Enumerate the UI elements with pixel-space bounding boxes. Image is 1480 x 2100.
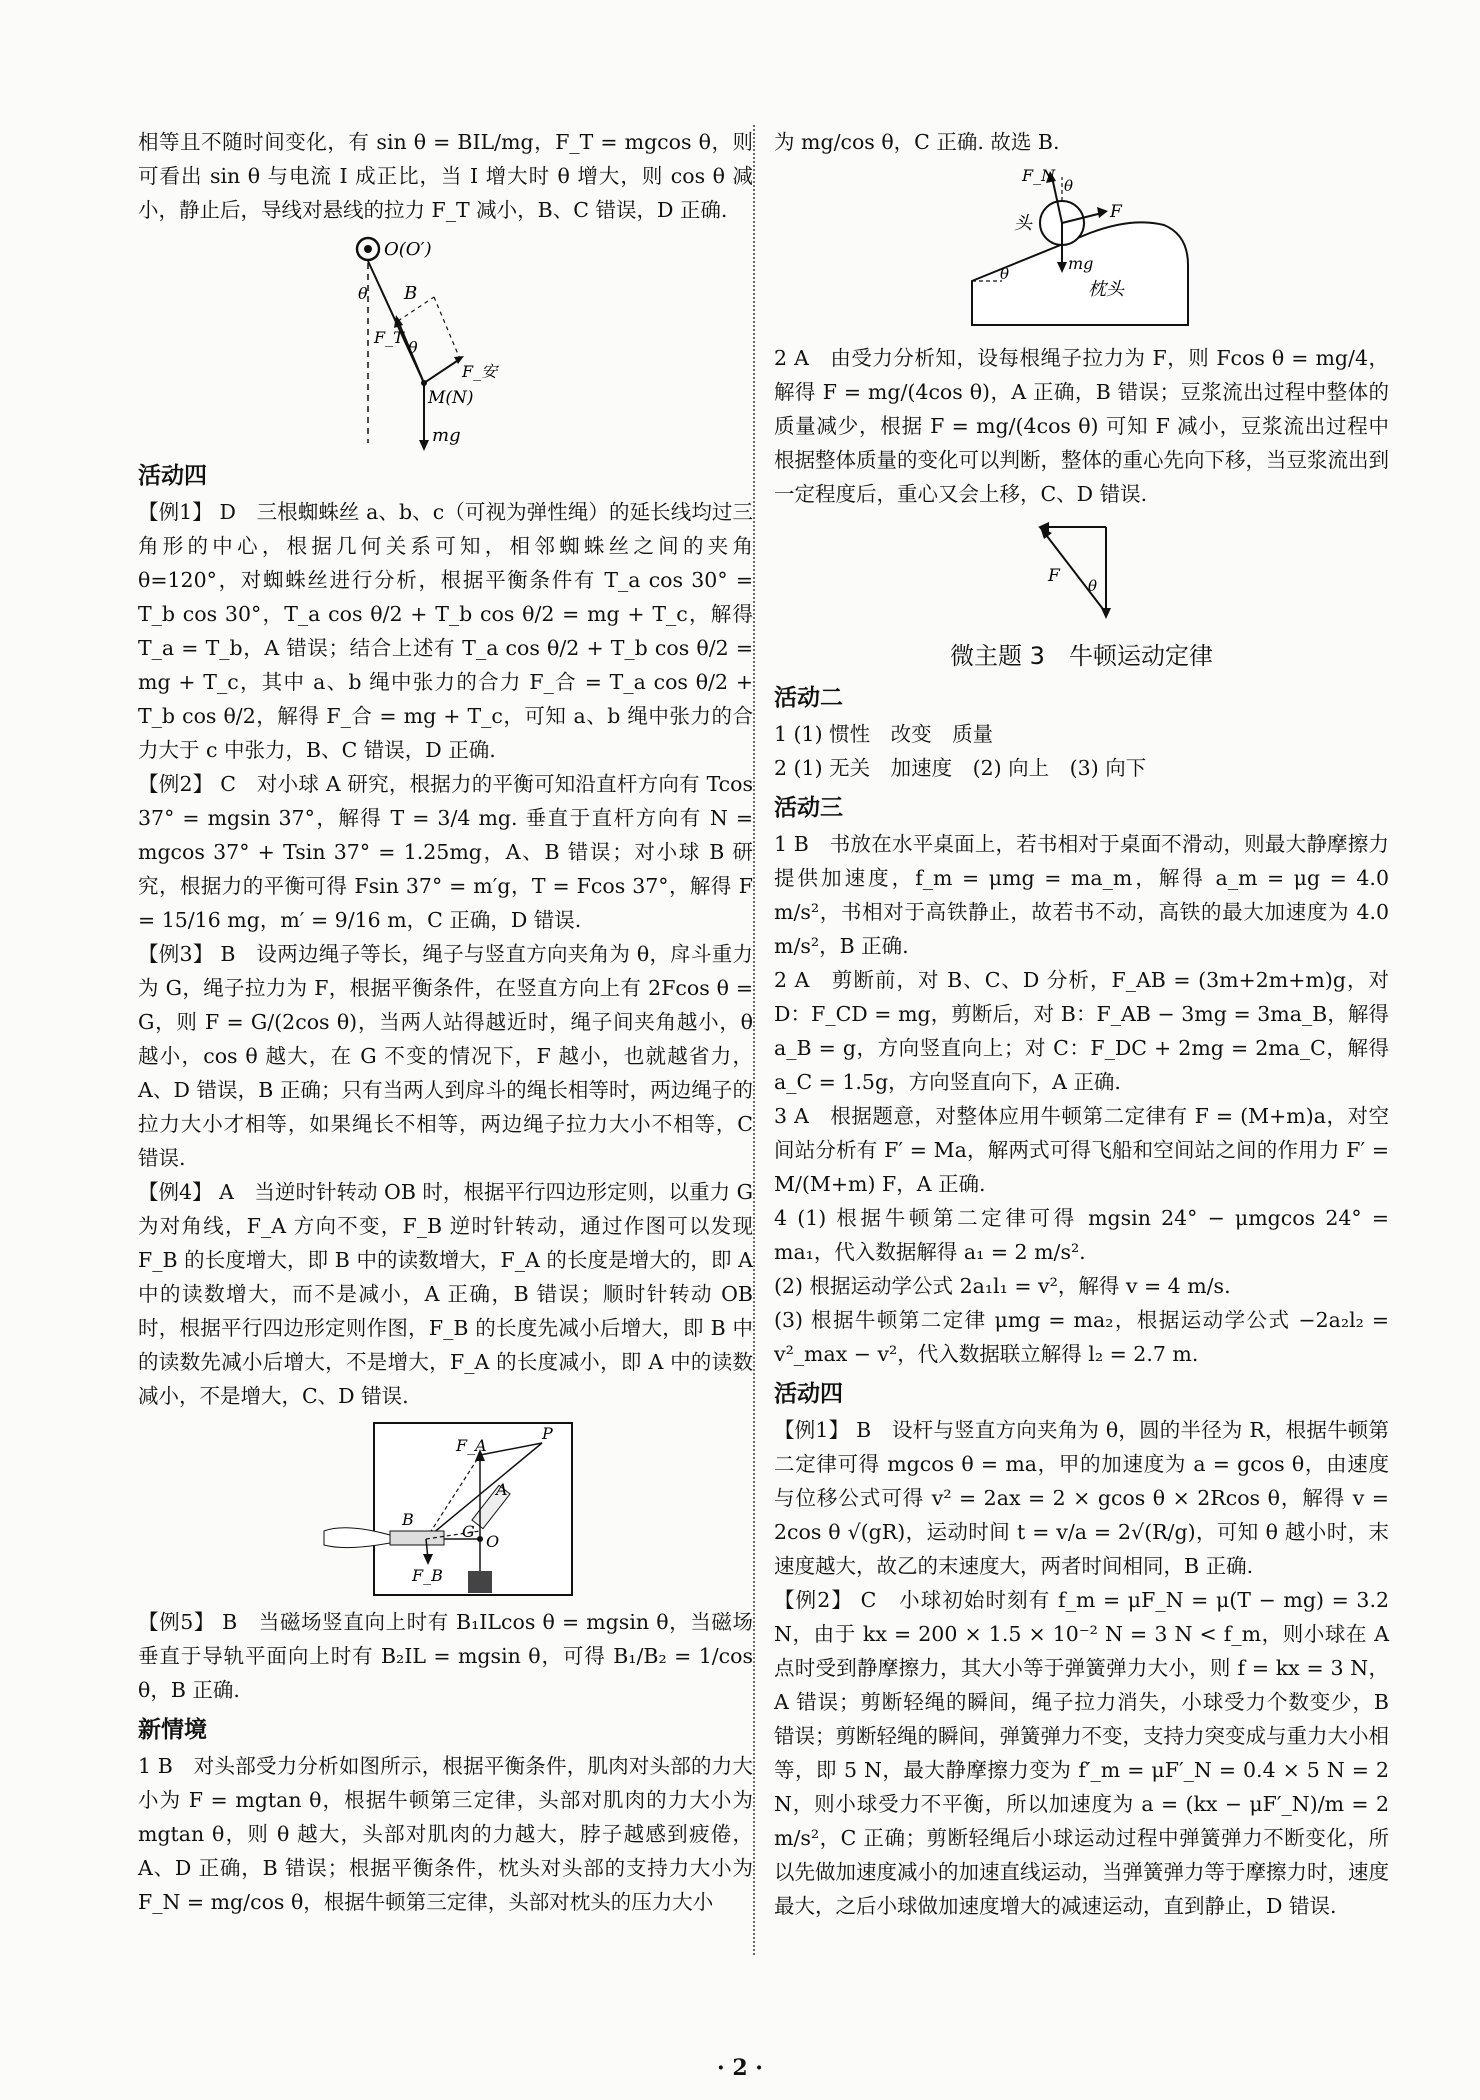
force-board-figure	[138, 1419, 753, 1599]
head-pillow-figure	[774, 165, 1389, 335]
label-G: G	[461, 1522, 475, 1541]
label-FN: F_N	[1021, 166, 1055, 185]
label-theta: θ	[1063, 177, 1073, 195]
label-M: M(N)	[427, 388, 474, 408]
head-pillow-diagram	[952, 165, 1212, 335]
label-theta2: θ	[999, 265, 1009, 283]
label-FA: F_A	[455, 1436, 487, 1455]
pendulum-figure	[138, 233, 753, 453]
new-context-1: 1 B 对头部受力分析如图所示，根据平衡条件，肌肉对头部的力大小为 F = mgtan θ，根据牛顿第三定律，头部对肌肉的力大小为 mgtan θ，则 θ 越大，头部对肌肉的力越大，脖子越感到疲倦，A、D 正确，B 错误；根据平衡条件，枕头对头部的支持力大小为 F_N = mg/cos θ，根据牛顿第三定律，头部对枕头的压力大小	[138, 1754, 753, 1914]
activity-3-item-3: 3 A 根据题意，对整体应用牛顿第二定律有 F = (M+m)a，对空间站分析有 F′ = Ma，解两式可得飞船和空间站之间的作用力 F′ = M/(M+m) F，A 正确.	[774, 1104, 1389, 1196]
label-theta2: θ	[407, 338, 418, 357]
activity-3-item-1: 1 B 书放在水平桌面上，若书相对于桌面不滑动，则最大静摩擦力提供加速度，f_m = μmg = ma_m，解得 a_m = μg = 4.0 m/s²，书相对于高铁静止，故若书不动，高铁的最大加速度为 4.0 m/s²，B 正确.	[774, 832, 1389, 958]
new-context-1-continued: 为 mg/cos θ，C 正确. 故选 B.	[774, 130, 1060, 154]
label-B: B	[401, 1510, 414, 1529]
label-B: B	[403, 283, 417, 304]
right-column	[774, 125, 1389, 1923]
ampere-force-arrow	[424, 359, 460, 383]
label-mg: mg	[431, 425, 461, 446]
left-column	[138, 125, 753, 1919]
subtopic-title: 微主题 3 牛顿运动定律	[950, 642, 1213, 670]
force-board-diagram	[316, 1419, 576, 1599]
example-5: 【例5】 B 当磁场竖直向上时有 B₁ILcos θ = mgsin θ，当磁场垂直于导轨平面向上时有 B₂IL = mgsin θ，可得 B₁/B₂ = 1/cos θ，B 正确.	[138, 1610, 753, 1702]
label-theta1: θ	[357, 284, 368, 303]
activity-2-item-2: 2 (1) 无关 加速度 (2) 向上 (3) 向下	[774, 756, 1147, 780]
label-O: O(O′)	[383, 239, 432, 260]
example-3: 【例3】 B 设两边绳子等长，绳子与竖直方向夹角为 θ，戽斗重力为 G，绳子拉力为 F，根据平衡条件，在竖直方向上有 2Fcos θ = G，则 F = G/(2cos θ)，当两人站得越近时，绳子间夹角越小，θ 越小，cos θ 越大，在 G 不变的情况下，F 越小，也就越省力，A、D 错误，B 正确；只有当两人到戽斗的绳长相等时，两边绳子的拉力大小才相等，如果绳长不相等，两边绳子拉力大小不相等，C 错误.	[138, 942, 753, 1170]
label-head: 头	[1013, 213, 1032, 234]
example-1: 【例1】 D 三根蜘蛛丝 a、b、c（可视为弹性绳）的延长线均过三角形的中心，根据几何关系可知，相邻蜘蛛丝之间的夹角 θ=120°，对蜘蛛丝进行分析，根据平衡条件有 T_a cos 30° = T_b cos 30°，T_a cos θ/2 + T_b cos θ/2 = mg + T_c，解得 T_a = T_b，A 错误；结合上述有 T_a cos θ/2 + T_b cos θ/2 = mg + T_c，其中 a、b 绳中张力的合力 F_合 = T_a cos θ/2 + T_b cos θ/2，解得 F_合 = mg + T_c，可知 a、b 绳中张力的合力大于 c 中张力，B、C 错误，D 正确.	[138, 500, 753, 762]
new-context-2: 2 A 由受力分析知，设每根绳子拉力为 F，则 Fcos θ = mg/4，解得 F = mg/(4cos θ)，A 正确，B 错误；豆浆流出过程中整体的质量减少，根据 F = mg/(4cos θ) 可知 F 减小，豆浆流出过程中根据整体质量的变化可以判断，整体的重心先向下移，当豆浆流出到一定程度后，重心又会上移，C、D 错误.	[774, 346, 1389, 506]
heading-new-context: 新情境	[138, 1717, 207, 1743]
heading-activity-4-right: 活动四	[774, 1381, 843, 1407]
label-FT: F_T	[373, 328, 404, 347]
activity-3-item-2: 2 A 剪断前，对 B、C、D 分析，F_AB = (3m+2m+m)g，对 D：F_CD = mg，剪断后，对 B：F_AB − 3mg = 3ma_B，解得 a_B = g，方向竖直向上；对 C：F_DC + 2mg = 2ma_C，解得 a_C = 1.5g，方向竖直向下，A 正确.	[774, 968, 1389, 1094]
pendulum-diagram	[336, 233, 556, 453]
label-pillow: 枕头	[1087, 279, 1124, 300]
label-Fan: F_安	[461, 362, 497, 381]
activity-3-item-4: 4 (1) 根据牛顿第二定律可得 mgsin 24° − μmgcos 24° = ma₁，代入数据解得 a₁ = 2 m/s². (2) 根据运动学公式 2a₁l₁ = v²，解得 v = 4 m/s. (3) 根据牛顿第二定律 μmg = ma₂，根据运动学公式 −2a₂l₂ = v²_max − v²，代入数据联立解得 l₂ = 2.7 m.	[774, 1206, 1389, 1366]
intro-paragraph: 相等且不随时间变化，有 sin θ = BIL/mg，F_T = mgcos θ，则可看出 sin θ 与电流 I 成正比，当 I 增大时 θ 增大，则 cos θ 减小，静止后，导线对悬线的拉力 F_T 减小，B、C 错误，D 正确.	[138, 130, 753, 222]
label-P: P	[541, 1424, 553, 1443]
right-example-2: 【例2】 C 小球初始时刻有 f_m = μF_N = μ(T − mg) = 3.2 N，由于 kx = 200 × 1.5 × 10⁻² N = 3 N < f_m，则小球在 A 点时受到静摩擦力，其大小等于弹簧弹力大小，则 f = kx = 3 N，A 错误；剪断轻绳的瞬间，绳子拉力消失，小球受力个数变少，B 错误；剪断轻绳的瞬间，弹簧弹力不变，支持力突变成与重力大小相等，即 5 N，最大静摩擦力变为 f′_m = μF′_N = 0.4 × 5 N = 2 N，则小球受力不平衡，所以加速度为 a = (kx − μF′_N)/m = 2 m/s²，C 正确；剪断轻绳后小球运动过程中弹簧弹力不断变化，所以先做加速度减小的加速直线运动，当弹簧弹力等于摩擦力时，速度最大，之后小球做加速度增大的减速运动，直到静止，D 错误.	[774, 1588, 1389, 1918]
label-O: O	[485, 1532, 499, 1551]
example-2: 【例2】 C 对小球 A 研究，根据力的平衡可知沿直杆方向有 Tcos 37° = mgsin 37°，解得 T = 3/4 mg. 垂直于直杆方向有 N = mgcos 37° + Tsin 37° = 1.25mg，A、B 错误；对小球 B 研究，根据力的平衡可得 Fsin 37° = m′g，T = Fcos 37°，解得 F = 15/16 mg，m′ = 9/16 m，C 正确，D 错误.	[138, 772, 753, 932]
label-F: F	[1109, 202, 1122, 222]
pivot-dot	[364, 245, 372, 253]
heading-activity-3: 活动三	[774, 795, 843, 821]
page-number: · 2 ·	[717, 2055, 763, 2081]
force-triangle-diagram	[1022, 517, 1142, 627]
heading-activity-4: 活动四	[138, 463, 207, 489]
label-mg: mg	[1067, 254, 1093, 273]
hanging-weight	[468, 1571, 492, 1593]
example-4: 【例4】 A 当逆时针转动 OB 时，根据平行四边形定则，以重力 G 为对角线，F_A 方向不变，F_B 逆时针转动，通过作图可以发现 F_B 的长度增大，即 B 中的读数增大，F_A 的长度是增大的，即 A 中的读数增大，而不是减小，A 正确，B 错误；顺时针转动 OB 时，根据平行四边形定则作图，F_B 的长度先减小后增大，即 B 中的读数先减小后增大，不是增大，F_A 的长度减小，即 A 中的读数减小，不是增大，C、D 错误.	[138, 1180, 753, 1408]
right-example-1: 【例1】 B 设杆与竖直方向夹角为 θ，圆的半径为 R，根据牛顿第二定律可得 mgcos θ = ma，甲的加速度为 a = gcos θ，由速度与位移公式可得 v² = 2ax = 2 × gcos θ × 2Rcos θ，解得 v = 2cos θ √(gR)，运动时间 t = v/a = 2√(R/g)，可知 θ 越小时，末速度越大，故乙的末速度大，两者时间相同，B 正确.	[774, 1418, 1389, 1578]
column-divider	[753, 125, 755, 1955]
heading-activity-2: 活动二	[774, 685, 843, 711]
label-FB: F_B	[411, 1566, 443, 1585]
label-theta: θ	[1087, 577, 1097, 595]
force-triangle-figure	[774, 517, 1389, 627]
label-F: F	[1047, 566, 1060, 586]
label-A: A	[495, 1480, 508, 1499]
activity-2-item-1: 1 (1) 惯性 改变 质量	[774, 722, 994, 746]
